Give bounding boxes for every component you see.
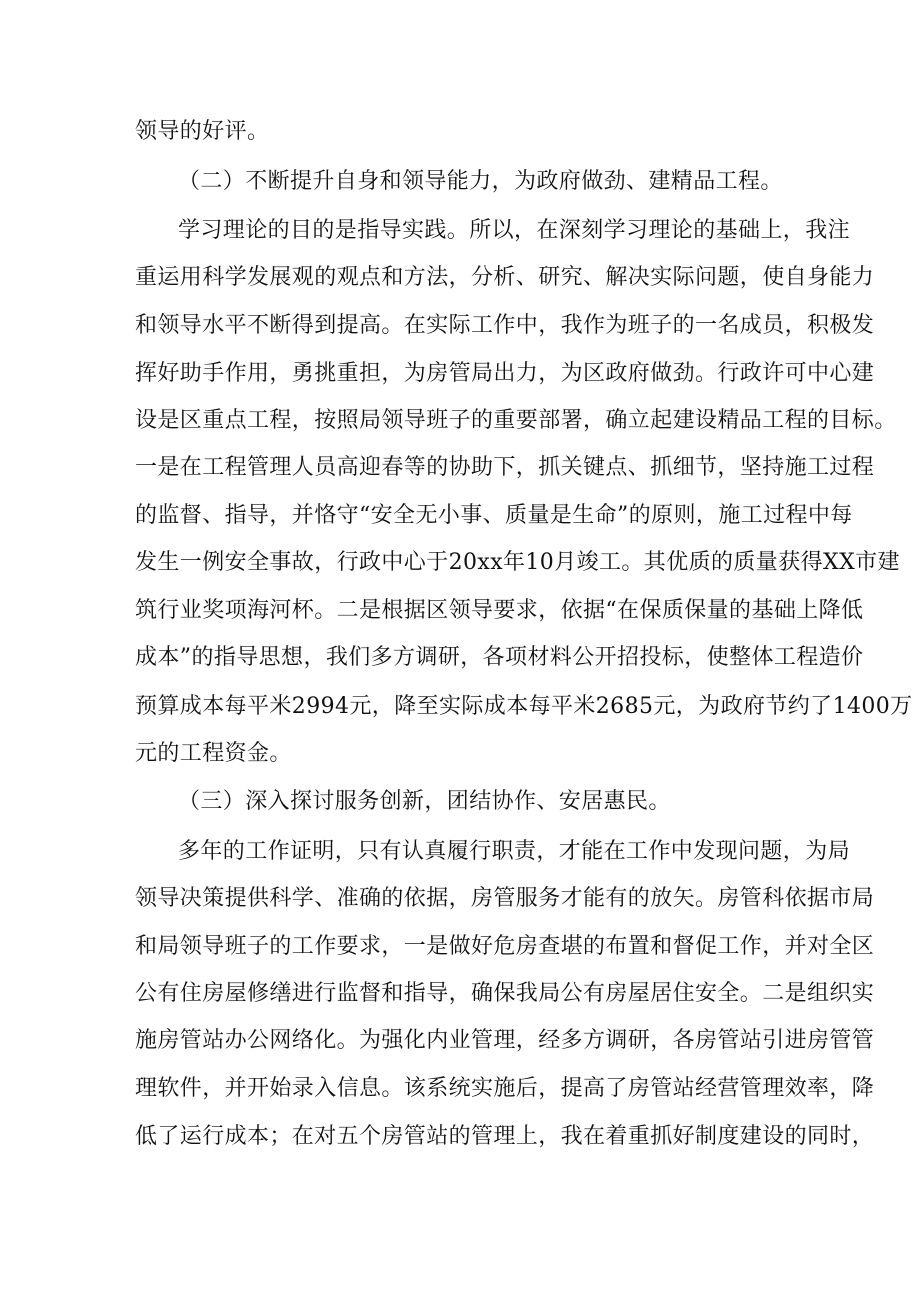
text-line-12: 成本”的指导思想，我们多方调研，各项材料公开招投标，使整体工程造价 [135, 645, 864, 670]
text-line-6: 挥好助手作用，勇挑重担，为房管局出力，为区政府做劲。行政许可中心建 [135, 361, 875, 386]
section-heading-3: （三）深入探讨服务创新，团结协作、安居惠民。 [178, 789, 671, 814]
text-line-10: 发生一例安全事故，行政中心于20xx年10月竣工。其优质的质量获得XX市建 [135, 550, 900, 575]
text-line-19: 公有住房屋修缮进行监督和指导，确保我局公有房屋居住安全。二是组织实 [135, 981, 875, 1006]
text-line-9: 的监督、指导，并恪守“安全无小事、质量是生命”的原则，施工过程中每 [135, 503, 853, 528]
text-line-7: 设是区重点工程，按照局领导班子的重要部署，确立起建设精品工程的目标。 [135, 408, 897, 433]
text-line-1: 领导的好评。 [135, 119, 270, 144]
text-line-17: 领导决策提供科学、准确的依据，房管服务才能有的放矢。房管科依据市局 [135, 886, 875, 911]
text-line-8: 一是在工程管理人员高迎春等的协助下，抓关键点、抓细节，坚持施工过程 [135, 455, 875, 480]
text-line-21: 理软件，并开始录入信息。该系统实施后，提高了房管站经营管理效率，降 [135, 1076, 875, 1101]
text-line-16: 多年的工作证明，只有认真履行职责，才能在工作中发现问题，为局 [178, 839, 851, 864]
text-line-14: 元的工程资金。 [135, 741, 292, 766]
text-line-18: 和局领导班子的工作要求，一是做好危房查堪的布置和督促工作，并对全区 [135, 934, 875, 959]
text-line-20: 施房管站办公网络化。为强化内业管理，经多方调研，各房管站引进房管管 [135, 1028, 875, 1053]
text-line-3: 学习理论的目的是指导实践。所以，在深刻学习理论的基础上，我注 [178, 218, 851, 243]
text-line-22: 低了运行成本；在对五个房管站的管理上，我在着重抓好制度建设的同时， [135, 1124, 875, 1149]
text-line-11: 筑行业奖项海河杯。二是根据区领导要求，依据“在保质保量的基础上降低 [135, 598, 864, 623]
text-line-13: 预算成本每平米2994元，降至实际成本每平米2685元，为政府节约了1400万 [135, 694, 913, 719]
text-line-4: 重运用科学发展观的观点和方法，分析、研究、解决实际问题，使自身能力 [135, 265, 875, 290]
section-heading-2: （二）不断提升自身和领导能力，为政府做劲、建精品工程。 [178, 169, 783, 194]
text-line-5: 和领导水平不断得到提高。在实际工作中，我作为班子的一名成员，积极发 [135, 313, 875, 338]
